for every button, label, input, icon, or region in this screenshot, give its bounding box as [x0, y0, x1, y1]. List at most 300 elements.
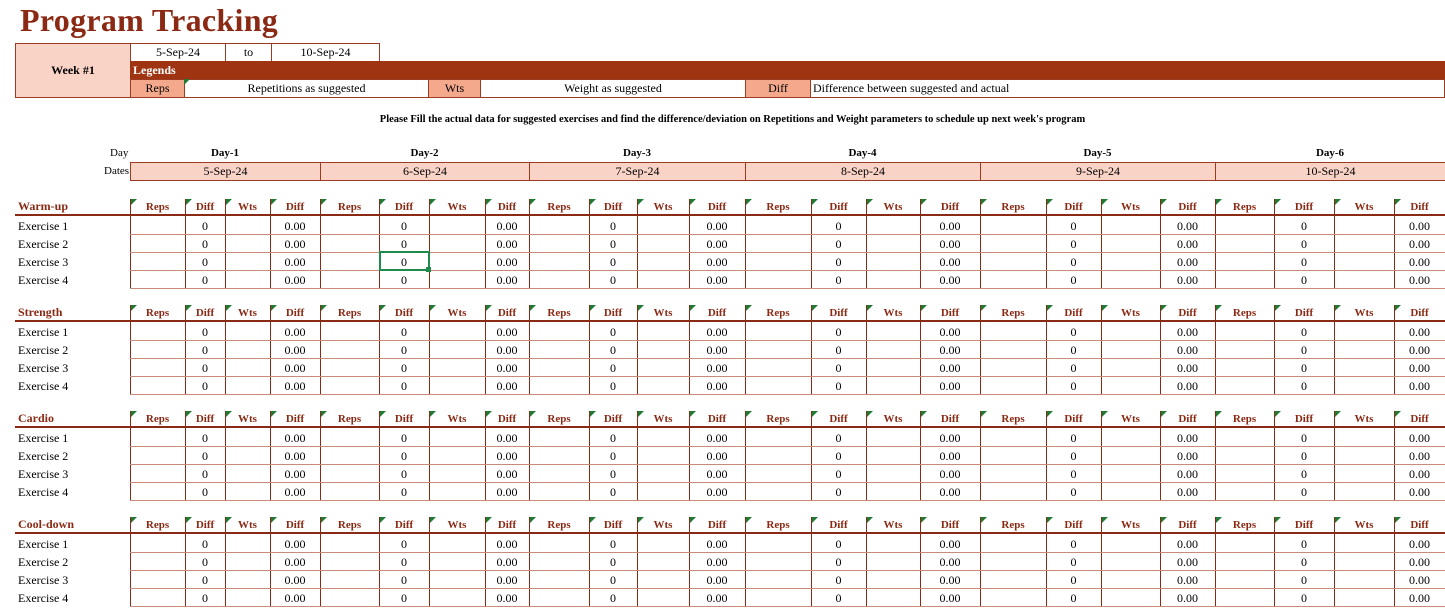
data-cell[interactable]: 0.00: [1409, 255, 1430, 269]
data-cell[interactable]: [429, 467, 485, 483]
data-cell[interactable]: [225, 237, 270, 253]
data-cell[interactable]: 0.00: [284, 273, 306, 287]
data-cell[interactable]: [980, 325, 1046, 341]
data-cell[interactable]: 0.00: [496, 573, 518, 587]
data-cell[interactable]: [866, 237, 920, 253]
data-cell[interactable]: 0: [610, 361, 616, 375]
data-cell[interactable]: [225, 555, 270, 571]
data-cell[interactable]: [429, 537, 485, 553]
data-cell[interactable]: 0: [610, 573, 616, 587]
data-cell[interactable]: [1334, 485, 1394, 501]
week-to-cell[interactable]: [225, 43, 272, 62]
data-cell[interactable]: [866, 449, 920, 465]
data-cell[interactable]: 0: [1070, 219, 1077, 233]
data-cell[interactable]: 0.00: [706, 449, 728, 463]
data-cell[interactable]: 0.00: [939, 325, 961, 339]
data-cell[interactable]: [320, 219, 379, 235]
data-cell[interactable]: [1101, 573, 1160, 589]
data-cell[interactable]: [745, 379, 811, 395]
data-cell[interactable]: [980, 555, 1046, 571]
data-cell[interactable]: [866, 361, 920, 377]
data-cell[interactable]: [529, 573, 589, 589]
legend-key-diff[interactable]: Diff: [745, 79, 811, 98]
legend-desc-wts[interactable]: Weight as suggested: [480, 79, 746, 98]
data-cell[interactable]: 0: [1070, 555, 1077, 569]
data-cell[interactable]: 0: [1301, 467, 1307, 481]
data-cell[interactable]: 0: [1301, 449, 1307, 463]
data-cell[interactable]: [1101, 361, 1160, 377]
data-cell[interactable]: 0.00: [939, 361, 961, 375]
data-cell[interactable]: [745, 325, 811, 341]
data-cell[interactable]: [1334, 467, 1394, 483]
data-cell[interactable]: [1215, 325, 1274, 341]
data-cell[interactable]: [1101, 467, 1160, 483]
data-cell[interactable]: 0.00: [284, 485, 306, 499]
data-cell[interactable]: 0.00: [706, 485, 728, 499]
legend-desc-reps[interactable]: Repetitions as suggested: [184, 79, 429, 98]
data-cell[interactable]: 0: [202, 573, 208, 587]
data-cell[interactable]: [1334, 591, 1394, 607]
data-cell[interactable]: [130, 343, 185, 359]
data-cell[interactable]: 0: [610, 449, 616, 463]
data-cell[interactable]: [1215, 255, 1274, 271]
data-cell[interactable]: 0: [401, 485, 407, 499]
data-cell[interactable]: [1334, 537, 1394, 553]
data-cell[interactable]: 0.00: [496, 219, 518, 233]
data-cell[interactable]: 0.00: [1177, 449, 1198, 463]
data-cell[interactable]: [866, 591, 920, 607]
data-cell[interactable]: 0: [1070, 361, 1077, 375]
data-cell[interactable]: 0.00: [496, 361, 518, 375]
data-cell[interactable]: [980, 591, 1046, 607]
legend-key-wts[interactable]: Wts: [428, 79, 481, 98]
data-cell[interactable]: 0: [610, 467, 616, 481]
data-cell[interactable]: [980, 255, 1046, 271]
data-cell[interactable]: 0.00: [496, 255, 518, 269]
data-cell[interactable]: 0.00: [706, 343, 728, 357]
data-cell[interactable]: [429, 343, 485, 359]
data-cell[interactable]: 0: [202, 219, 208, 233]
data-cell[interactable]: 0.00: [706, 255, 728, 269]
data-cell[interactable]: 0: [835, 343, 842, 357]
data-cell[interactable]: 0: [835, 255, 842, 269]
data-cell[interactable]: 0: [1070, 573, 1077, 587]
data-cell[interactable]: 0.00: [284, 219, 306, 233]
data-cell[interactable]: 0: [401, 219, 407, 233]
data-cell[interactable]: 0.00: [1177, 379, 1198, 393]
data-cell[interactable]: 0.00: [706, 237, 728, 251]
data-cell[interactable]: [866, 555, 920, 571]
data-cell[interactable]: 0: [202, 431, 208, 445]
data-cell[interactable]: 0.00: [939, 591, 961, 605]
data-cell[interactable]: 0: [835, 485, 842, 499]
data-cell[interactable]: 0.00: [1177, 237, 1198, 251]
data-cell[interactable]: [320, 361, 379, 377]
week-end-cell[interactable]: [271, 43, 380, 62]
data-cell[interactable]: 0.00: [1177, 361, 1198, 375]
data-cell[interactable]: [225, 537, 270, 553]
data-cell[interactable]: [1215, 273, 1274, 289]
data-cell[interactable]: [529, 431, 589, 447]
data-cell[interactable]: [1101, 255, 1160, 271]
data-cell[interactable]: 0: [401, 361, 407, 375]
data-cell[interactable]: [637, 343, 689, 359]
data-cell[interactable]: [1215, 219, 1274, 235]
data-cell[interactable]: [637, 537, 689, 553]
data-cell[interactable]: [320, 379, 379, 395]
data-cell[interactable]: 0.00: [939, 255, 961, 269]
data-cell[interactable]: 0: [202, 379, 208, 393]
data-cell[interactable]: [745, 449, 811, 465]
data-cell[interactable]: [1334, 343, 1394, 359]
data-cell[interactable]: [980, 343, 1046, 359]
data-cell[interactable]: 0.00: [706, 467, 728, 481]
data-cell[interactable]: 0.00: [939, 555, 961, 569]
data-cell[interactable]: [225, 573, 270, 589]
data-cell[interactable]: [130, 431, 185, 447]
data-cell[interactable]: [1334, 237, 1394, 253]
data-cell[interactable]: 0.00: [939, 343, 961, 357]
data-cell[interactable]: [225, 467, 270, 483]
data-cell[interactable]: [1101, 485, 1160, 501]
data-cell[interactable]: 0: [610, 237, 616, 251]
data-cell[interactable]: 0: [610, 591, 616, 605]
data-cell[interactable]: [225, 591, 270, 607]
data-cell[interactable]: [745, 467, 811, 483]
data-cell[interactable]: 0.00: [1409, 379, 1430, 393]
data-cell[interactable]: [130, 255, 185, 271]
data-cell[interactable]: [637, 449, 689, 465]
data-cell[interactable]: [637, 237, 689, 253]
data-cell[interactable]: [637, 219, 689, 235]
data-cell[interactable]: 0: [610, 379, 616, 393]
data-cell[interactable]: 0: [1301, 255, 1307, 269]
data-cell[interactable]: 0: [835, 449, 842, 463]
data-cell[interactable]: [980, 573, 1046, 589]
data-cell[interactable]: 0.00: [1177, 343, 1198, 357]
data-cell[interactable]: 0: [202, 591, 208, 605]
data-cell[interactable]: [1334, 273, 1394, 289]
data-cell[interactable]: [866, 573, 920, 589]
data-cell[interactable]: 0.00: [706, 219, 728, 233]
data-cell[interactable]: [1334, 325, 1394, 341]
data-cell[interactable]: 0.00: [284, 573, 306, 587]
date-cell[interactable]: [1215, 162, 1445, 181]
data-cell[interactable]: [745, 573, 811, 589]
data-cell[interactable]: 0: [835, 537, 842, 551]
data-cell[interactable]: 0.00: [939, 467, 961, 481]
data-cell[interactable]: 0: [401, 379, 407, 393]
data-cell[interactable]: 0: [835, 379, 842, 393]
data-cell[interactable]: [529, 361, 589, 377]
data-cell[interactable]: [1101, 537, 1160, 553]
data-cell[interactable]: [320, 273, 379, 289]
data-cell[interactable]: 0.00: [1177, 555, 1198, 569]
data-cell[interactable]: 0.00: [1409, 573, 1430, 587]
data-cell[interactable]: [429, 219, 485, 235]
data-cell[interactable]: 0.00: [284, 555, 306, 569]
data-cell[interactable]: 0.00: [496, 273, 518, 287]
data-cell[interactable]: 0.00: [496, 485, 518, 499]
data-cell[interactable]: [130, 379, 185, 395]
data-cell[interactable]: 0.00: [939, 219, 961, 233]
data-cell[interactable]: 0.00: [1177, 431, 1198, 445]
data-cell[interactable]: [130, 467, 185, 483]
data-cell[interactable]: [980, 219, 1046, 235]
data-cell[interactable]: [130, 591, 185, 607]
data-cell[interactable]: 0: [835, 431, 842, 445]
data-cell[interactable]: [980, 237, 1046, 253]
data-cell[interactable]: [130, 537, 185, 553]
data-cell[interactable]: 0.00: [1177, 273, 1198, 287]
data-cell[interactable]: [980, 379, 1046, 395]
data-cell[interactable]: 0.00: [284, 591, 306, 605]
legend-desc-diff[interactable]: Difference between suggested and actual: [810, 79, 1445, 98]
data-cell[interactable]: 0: [610, 219, 616, 233]
data-cell[interactable]: 0: [202, 485, 208, 499]
data-cell[interactable]: 0.00: [284, 467, 306, 481]
data-cell[interactable]: [320, 325, 379, 341]
data-cell[interactable]: 0.00: [1177, 591, 1198, 605]
data-cell[interactable]: 0.00: [284, 237, 306, 251]
data-cell[interactable]: 0: [401, 537, 407, 551]
data-cell[interactable]: [130, 361, 185, 377]
data-cell[interactable]: [225, 219, 270, 235]
data-cell[interactable]: [529, 555, 589, 571]
data-cell[interactable]: 0.00: [1177, 219, 1198, 233]
data-cell[interactable]: [1334, 573, 1394, 589]
data-cell[interactable]: 0: [835, 273, 842, 287]
data-cell[interactable]: [980, 273, 1046, 289]
data-cell[interactable]: 0: [202, 361, 208, 375]
data-cell[interactable]: 0: [835, 237, 842, 251]
data-cell[interactable]: 0: [1301, 537, 1307, 551]
data-cell[interactable]: 0.00: [706, 379, 728, 393]
data-cell[interactable]: [429, 573, 485, 589]
date-cell[interactable]: [745, 162, 981, 181]
data-cell[interactable]: [980, 485, 1046, 501]
data-cell[interactable]: 0.00: [706, 555, 728, 569]
data-cell[interactable]: [320, 449, 379, 465]
data-cell[interactable]: [1101, 273, 1160, 289]
data-cell[interactable]: 0: [1301, 555, 1307, 569]
data-cell[interactable]: [225, 431, 270, 447]
data-cell[interactable]: [225, 449, 270, 465]
data-cell[interactable]: 0.00: [496, 431, 518, 445]
data-cell[interactable]: [1215, 485, 1274, 501]
data-cell[interactable]: [866, 467, 920, 483]
data-cell[interactable]: 0.00: [706, 591, 728, 605]
week-label-cell[interactable]: [15, 43, 131, 98]
data-cell[interactable]: 0.00: [496, 591, 518, 605]
data-cell[interactable]: [1334, 219, 1394, 235]
data-cell[interactable]: 0.00: [496, 555, 518, 569]
data-cell[interactable]: 0: [401, 431, 407, 445]
data-cell[interactable]: 0.00: [496, 467, 518, 481]
data-cell[interactable]: 0: [1301, 237, 1307, 251]
data-cell[interactable]: 0: [401, 237, 407, 251]
data-cell[interactable]: 0.00: [496, 237, 518, 251]
data-cell[interactable]: [320, 343, 379, 359]
data-cell[interactable]: [637, 431, 689, 447]
data-cell[interactable]: [130, 273, 185, 289]
data-cell[interactable]: 0: [202, 555, 208, 569]
data-cell[interactable]: 0: [401, 273, 407, 287]
data-cell[interactable]: 0.00: [706, 361, 728, 375]
data-cell[interactable]: [529, 449, 589, 465]
data-cell[interactable]: [637, 467, 689, 483]
data-cell[interactable]: [866, 273, 920, 289]
data-cell[interactable]: 0: [1070, 255, 1077, 269]
data-cell[interactable]: 0.00: [284, 361, 306, 375]
data-cell[interactable]: [1215, 591, 1274, 607]
data-cell[interactable]: 0.00: [939, 449, 961, 463]
data-cell[interactable]: [1215, 449, 1274, 465]
data-cell[interactable]: 0.00: [1409, 325, 1430, 339]
data-cell[interactable]: [1215, 379, 1274, 395]
data-cell[interactable]: 0: [202, 449, 208, 463]
data-cell[interactable]: 0: [1301, 485, 1307, 499]
data-cell[interactable]: 0.00: [1409, 273, 1430, 287]
data-cell[interactable]: 0.00: [284, 537, 306, 551]
data-cell[interactable]: [225, 361, 270, 377]
data-cell[interactable]: 0.00: [939, 485, 961, 499]
data-cell[interactable]: [529, 467, 589, 483]
data-cell[interactable]: [1215, 537, 1274, 553]
data-cell[interactable]: 0: [401, 343, 407, 357]
data-cell[interactable]: [529, 219, 589, 235]
data-cell[interactable]: 0.00: [1409, 343, 1430, 357]
fill-handle[interactable]: [426, 267, 431, 272]
data-cell[interactable]: 0: [610, 555, 616, 569]
data-cell[interactable]: [429, 591, 485, 607]
data-cell[interactable]: [1101, 591, 1160, 607]
data-cell[interactable]: [320, 237, 379, 253]
data-cell[interactable]: 0.00: [1177, 467, 1198, 481]
data-cell[interactable]: 0.00: [1177, 255, 1198, 269]
data-cell[interactable]: 0.00: [1409, 361, 1430, 375]
data-cell[interactable]: [320, 591, 379, 607]
data-cell[interactable]: [1101, 219, 1160, 235]
data-cell[interactable]: [866, 343, 920, 359]
data-cell[interactable]: 0.00: [496, 449, 518, 463]
data-cell[interactable]: 0: [401, 325, 407, 339]
data-cell[interactable]: [745, 591, 811, 607]
data-cell[interactable]: 0.00: [284, 325, 306, 339]
data-cell[interactable]: 0.00: [496, 537, 518, 551]
data-cell[interactable]: 0.00: [284, 431, 306, 445]
data-cell[interactable]: [745, 237, 811, 253]
data-cell[interactable]: [866, 219, 920, 235]
data-cell[interactable]: 0: [835, 467, 842, 481]
data-cell[interactable]: 0: [1070, 273, 1077, 287]
data-cell[interactable]: [225, 273, 270, 289]
data-cell[interactable]: [1215, 237, 1274, 253]
data-cell[interactable]: [637, 379, 689, 395]
data-cell[interactable]: 0.00: [284, 379, 306, 393]
data-cell[interactable]: 0: [1070, 537, 1077, 551]
data-cell[interactable]: 0: [1301, 361, 1307, 375]
data-cell[interactable]: [866, 379, 920, 395]
data-cell[interactable]: 0.00: [939, 237, 961, 251]
data-cell[interactable]: [529, 255, 589, 271]
data-cell[interactable]: 0.00: [706, 573, 728, 587]
data-cell[interactable]: 0: [1070, 485, 1077, 499]
data-cell[interactable]: 0: [1070, 343, 1077, 357]
data-cell[interactable]: 0: [202, 467, 208, 481]
data-cell[interactable]: 0.00: [284, 343, 306, 357]
data-cell[interactable]: 0: [1070, 449, 1077, 463]
data-cell[interactable]: 0: [610, 273, 616, 287]
data-cell[interactable]: 0.00: [939, 431, 961, 445]
data-cell[interactable]: 0: [401, 591, 407, 605]
data-cell[interactable]: 0.00: [706, 537, 728, 551]
data-cell[interactable]: [1215, 467, 1274, 483]
data-cell[interactable]: 0.00: [1409, 591, 1430, 605]
data-cell[interactable]: [745, 361, 811, 377]
data-cell[interactable]: 0: [835, 361, 842, 375]
data-cell[interactable]: [225, 485, 270, 501]
data-cell[interactable]: 0.00: [284, 255, 306, 269]
data-cell[interactable]: [320, 573, 379, 589]
data-cell[interactable]: 0: [1301, 343, 1307, 357]
data-cell[interactable]: 0: [1070, 591, 1077, 605]
data-cell[interactable]: 0.00: [706, 325, 728, 339]
data-cell[interactable]: [429, 485, 485, 501]
data-cell[interactable]: 0: [401, 467, 407, 481]
data-cell[interactable]: 0.00: [1409, 237, 1430, 251]
data-cell[interactable]: 0: [202, 255, 208, 269]
data-cell[interactable]: [429, 361, 485, 377]
data-cell[interactable]: [429, 325, 485, 341]
data-cell[interactable]: [1215, 573, 1274, 589]
data-cell[interactable]: 0.00: [1409, 537, 1430, 551]
data-cell[interactable]: [529, 237, 589, 253]
data-cell[interactable]: 0: [1070, 325, 1077, 339]
data-cell[interactable]: 0.00: [1177, 485, 1198, 499]
data-cell[interactable]: 0: [202, 237, 208, 251]
data-cell[interactable]: 0.00: [1409, 431, 1430, 445]
data-cell[interactable]: [1334, 449, 1394, 465]
data-cell[interactable]: 0.00: [496, 379, 518, 393]
data-cell[interactable]: [1101, 325, 1160, 341]
data-cell[interactable]: [637, 361, 689, 377]
data-cell[interactable]: [320, 467, 379, 483]
data-cell[interactable]: [637, 591, 689, 607]
data-cell[interactable]: 0: [835, 219, 842, 233]
data-cell[interactable]: 0: [1301, 379, 1307, 393]
data-cell[interactable]: [429, 431, 485, 447]
date-cell[interactable]: [529, 162, 746, 181]
data-cell[interactable]: [529, 379, 589, 395]
data-cell[interactable]: [745, 555, 811, 571]
data-cell[interactable]: [1334, 431, 1394, 447]
data-cell[interactable]: 0: [835, 591, 842, 605]
data-cell[interactable]: [225, 379, 270, 395]
data-cell[interactable]: [1334, 255, 1394, 271]
date-cell[interactable]: [320, 162, 530, 181]
data-cell[interactable]: 0: [610, 255, 616, 269]
data-cell[interactable]: [745, 273, 811, 289]
data-cell[interactable]: [980, 537, 1046, 553]
data-cell[interactable]: 0.00: [939, 537, 961, 551]
data-cell[interactable]: 0.00: [706, 273, 728, 287]
data-cell[interactable]: [429, 449, 485, 465]
data-cell[interactable]: [1215, 555, 1274, 571]
data-cell[interactable]: [637, 255, 689, 271]
data-cell[interactable]: [866, 485, 920, 501]
data-cell[interactable]: [980, 467, 1046, 483]
